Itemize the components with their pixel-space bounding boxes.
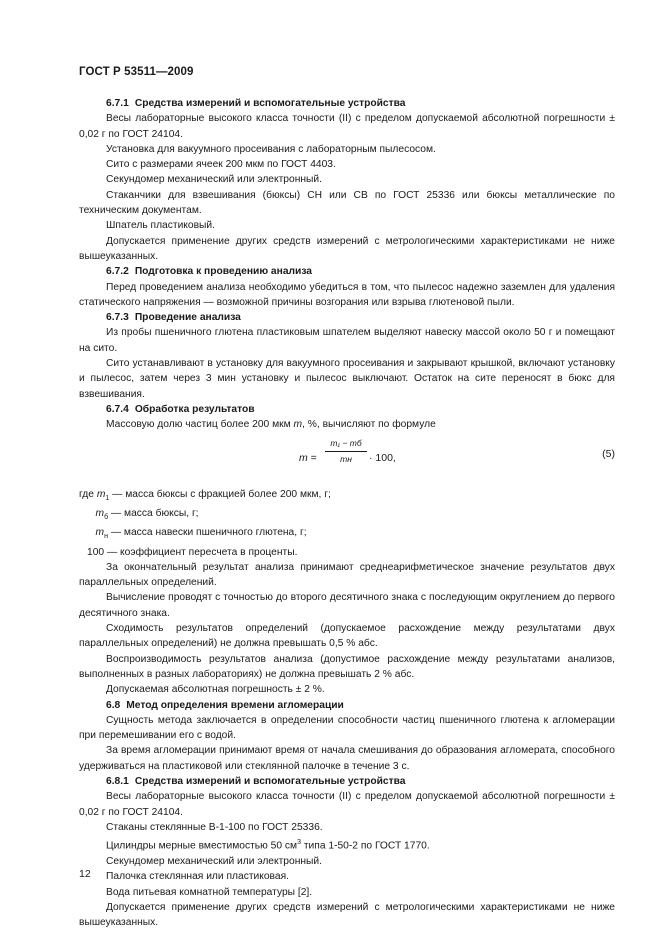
- section-6-7-2-heading: [79, 264, 615, 279]
- formula-lhs-var: m: [299, 451, 308, 464]
- section-title: Метод определения времени агломерации: [126, 699, 344, 711]
- section-title: Средства измерений и вспомогательные устройства: [134, 98, 406, 109]
- formula-equals: =: [310, 451, 317, 464]
- paragraph: Установка для вакуумного просеивания с лабораторным пылесосом.: [106, 143, 436, 155]
- paragraph: Допускаемая абсолютная погрешность ± 2 %.: [106, 684, 325, 696]
- section-title: Проведение анализа: [134, 312, 241, 324]
- section-number: 6.7.1: [106, 98, 129, 109]
- text: типа 1-50-2 по ГОСТ 1770.: [301, 840, 430, 852]
- section-6-7-3-heading: [79, 310, 615, 325]
- section-number: 6.7.2: [106, 266, 129, 278]
- subscript: б: [104, 513, 109, 521]
- section-6-7-4-heading: [79, 402, 615, 417]
- where-def: 100 — коэффициент пересчета в проценты.: [87, 546, 298, 558]
- where-line-2: [79, 506, 615, 525]
- where-def: — масса навески пшеничного глютена, г;: [107, 527, 307, 539]
- paragraph: Стаканы стеклянные В-1-100 по ГОСТ 25336.: [106, 821, 323, 833]
- variable-mn: m: [95, 527, 105, 539]
- formula-numerator: m₁ − mб: [325, 437, 367, 452]
- formula-fraction: [325, 437, 367, 466]
- paragraph: Весы лабораторные высокого класса точности (II) с пределом допускаемой абсолютной погрешности ± 0,02 г по ГОСТ 24104.: [79, 113, 615, 140]
- section-title: Обработка результатов: [134, 403, 255, 415]
- paragraph: Вода питьевая комнатной температуры [2].: [106, 886, 313, 898]
- paragraph: За время агломерации принимают время от начала смешивания до образования агломерата, способного удерживаться на пластиковой или стеклянной палочке в течение 3 с.: [79, 745, 615, 772]
- section-6-7-1-heading: [79, 96, 615, 111]
- superscript: 3: [297, 839, 301, 847]
- variable-m: m: [293, 419, 303, 431]
- where-def: — масса бюксы с фракцией более 200 мкм, г;: [109, 488, 331, 500]
- formula-number: (5): [602, 447, 615, 460]
- document-body: [79, 96, 615, 930]
- formula-5: [79, 437, 615, 479]
- variable-m1: m: [96, 488, 106, 500]
- variable-mb: m: [95, 507, 105, 519]
- subscript: 1: [105, 494, 110, 502]
- paragraph: Секундомер механический или электронный.: [106, 174, 322, 186]
- paragraph: Перед проведением анализа необходимо убедиться в том, что пылесос надежно заземлен для удаления статического напряжения — возможной причины возгорания или взрыва глютеновой пыли.: [79, 281, 615, 308]
- paragraph: Воспроизводимость результатов анализа (допустимое расхождение между результатами анализов, выполненных в разных лабораториях) не должна превышать 2 % абс.: [79, 653, 615, 680]
- paragraph: Сущность метода заключается в определении способности частиц пшеничного глютена к агломерации при перемешивании его с водой.: [79, 714, 615, 742]
- where-lead: где: [79, 488, 97, 500]
- paragraph: За окончательный результат анализа принимают среднеарифметическое значение результатов двух параллельных определений.: [79, 561, 615, 589]
- paragraph: Допускается применение других средств измерений с метрологическими характеристиками не ниже вышеуказанных.: [79, 235, 615, 262]
- paragraph: Сито с размерами ячеек 200 мкм по ГОСТ 4403.: [106, 159, 336, 171]
- formula-multiplier: · 100,: [369, 451, 396, 464]
- paragraph: Палочка стеклянная или пластиковая.: [106, 871, 289, 883]
- paragraph: Вычисление проводят с точностью до второго десятичного знака с последующим округлением до первого десятичного знака.: [79, 592, 615, 619]
- subscript: н: [104, 533, 108, 541]
- paragraph: Сходимость результатов определений (допускаемое расхождение между результатами двух параллельных определений) не должна превышать 0,5 % абс.: [79, 623, 615, 650]
- section-number: 6.7.4: [106, 403, 129, 415]
- section-number: 6.8: [106, 699, 121, 711]
- formula-intro: [79, 417, 615, 432]
- paragraph: Шпатель пластиковый.: [106, 220, 215, 232]
- paragraph: Сито устанавливают в установку для вакуумного просеивания и закрывают крышкой, включают установку и пылесос, затем через 3 мин установку и пылесос выключают. Остаток на сите переносят в бюкс для взвешивания.: [79, 358, 615, 400]
- paragraph: Допускается применение других средств измерений с метрологическими характеристиками не ниже вышеуказанных.: [79, 901, 615, 929]
- page-number: 12: [79, 868, 91, 880]
- section-number: 6.8.1: [106, 776, 129, 788]
- formula-intro-tail: , %, вычисляют по формуле: [302, 419, 436, 431]
- section-number: 6.7.3: [106, 312, 129, 324]
- page-header-standard: ГОСТ Р 53511—2009: [79, 66, 194, 78]
- section-6-8-1-heading: [79, 774, 615, 789]
- formula-intro-text: Массовую долю частиц более 200 мкм: [106, 419, 294, 431]
- formula-lhs: [299, 451, 317, 466]
- where-line-4: [79, 545, 615, 560]
- paragraph: Секундомер механический или электронный.: [106, 855, 322, 867]
- where-def: — масса бюксы, г;: [108, 507, 199, 519]
- section-6-8-heading: [79, 698, 615, 713]
- paragraph: Из пробы пшеничного глютена пластиковым шпателем выделяют навеску массой около 50 г и помещают на сито.: [79, 327, 615, 354]
- text: Цилиндры мерные вместимостью 50 см: [106, 840, 298, 852]
- paragraph-cylinders: [79, 835, 615, 854]
- formula-denominator: mн: [340, 453, 352, 464]
- paragraph: Весы лабораторные высокого класса точности (II) с пределом допускаемой абсолютной погрешности ± 0,02 г по ГОСТ 24104.: [79, 791, 615, 818]
- section-title: Подготовка к проведению анализа: [134, 266, 313, 278]
- where-line-1: [79, 487, 615, 506]
- paragraph: Стаканчики для взвешивания (бюксы) СН или СВ по ГОСТ 25336 или бюксы металлические по техническим документам.: [79, 189, 615, 217]
- where-line-3: [79, 525, 615, 544]
- section-title: Средства измерений и вспомогательные устройства: [134, 776, 406, 788]
